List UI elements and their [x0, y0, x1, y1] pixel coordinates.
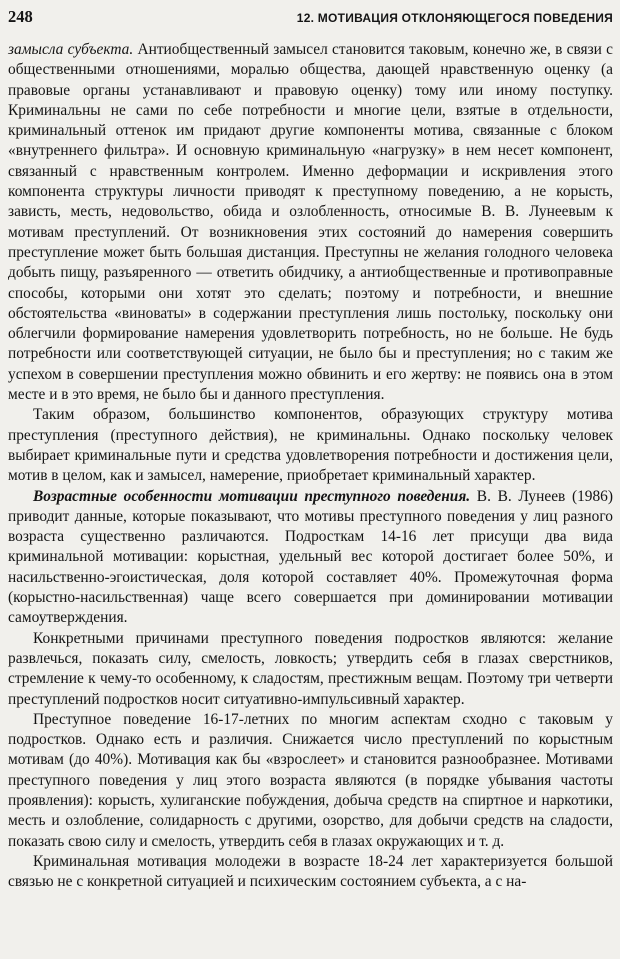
page-header	[8, 7, 613, 27]
lead-phrase-italic: замысла субъекта.	[8, 41, 134, 58]
section-heading-inline: Возрастные особенности мотивации преступного поведения.	[33, 487, 471, 505]
paragraph-text: Таким образом, большинство компонентов, образующих структуру мотива преступления (преступного действия), не криминальны. Однако поскольку человек выбирает криминальные пути и средства удовлетворения потребности и достижения цели, мотив в целом, как и замысел, намерение, приобретает криминальный характер.	[8, 406, 613, 485]
chapter-header: 12. МОТИВАЦИЯ ОТКЛОНЯЮЩЕГОСЯ ПОВЕДЕНИЯ	[296, 11, 613, 25]
paragraph-text: Конкретными причинами преступного поведения подростков являются: желание развлечься, показать силу, смелость, ловкость; утвердить себя в глазах сверстников, стремление к чему-то особенному, к сладостям, престижным вещам. Поэтому три четверти преступлений подростков носит ситуативно-импульсивный характер.	[8, 629, 613, 708]
paragraph	[8, 852, 613, 893]
page-body	[8, 40, 613, 892]
paragraph	[8, 710, 613, 852]
paragraph-text: В. В. Лунеев (1986) приводит данные, которые показывают, что мотивы преступного поведения у лиц разного возраста существенно различаются. Подросткам 14-16 лет присущи два вида криминальной мотивации: корыстная, удельный вес которой достигает более 50%, и насильственно-эгоистическая, доля которой составляет 40%. Промежуточная форма (корыстно-насильственная) чаще всего совершается при доминировании мотивации самоутверждения.	[8, 487, 613, 627]
paragraph-text: Преступное поведение 16-17-летних по многим аспектам сходно с таковым у подростков. Однако есть и различия. Снижается число преступлений по корыстным мотивам (до 40%). Мотивация как бы «взрослеет» и становится разнообразнее. Мотивами преступного поведения у лиц этого возраста являются (в порядке убывания частоты проявления): корысть, хулиганские побуждения, добыча средств на спиртное и наркотики, месть и озлобление, солидарность с другими, озорство, для добычи средств на сладости, показать свою силу и смелость, утвердить себя в глазах окружающих и т. д.	[8, 710, 613, 850]
paragraph	[8, 40, 613, 405]
paragraph	[8, 405, 613, 486]
paragraph	[8, 629, 613, 710]
paragraph-text: Антиобщественный замысел становится таковым, конечно же, в связи с общественными отношениями, моралью общества, дающей нравственную оценку (а правовые органы устанавливают и правовую оценку) тому или иному поступку. Криминальны не сами по себе потребности и многие цели, взятые в отдельности, криминальный оттенок им придают другие компоненты мотива, связанные с блоком «внутреннего фильтра». И основную криминальную «нагрузку» в нем несет компонент, связанный с нравственным контролем. Именно деформации и искривления этого компонента структуры личности приводят к преступному поведению, а не корысть, зависть, месть, недовольство, обида и озлобленность, относимые В. В. Лунеевым к мотивам преступлений. От возникновения этих состояний до намерения совершить преступление может быть большая дистанция. Преступны не желания голодного человека добыть пищу, разъяренного — ответить обидчику, а антиобщественные и противоправные способы, которыми они хотят это сделать; поэтому и потребности, и внешние обстоятельства «виноваты» в содержании преступления лишь постольку, поскольку они облегчили формирование намерения удовлетворить потребность, но не больше. Не будь потребности или соответствующей ситуации, не было бы и преступления; но с таким же успехом в совершении преступления можно обвинить и его жертву: не появись она в этом месте и в это время, не было бы и данного преступления.	[8, 41, 613, 404]
paragraph	[8, 487, 613, 629]
page-number: 248	[8, 7, 33, 26]
paragraph-text: Криминальная мотивация молодежи в возрасте 18-24 лет характеризуется большой связью не с конкретной ситуацией и психическим состоянием субъекта, а с на-	[8, 852, 613, 891]
